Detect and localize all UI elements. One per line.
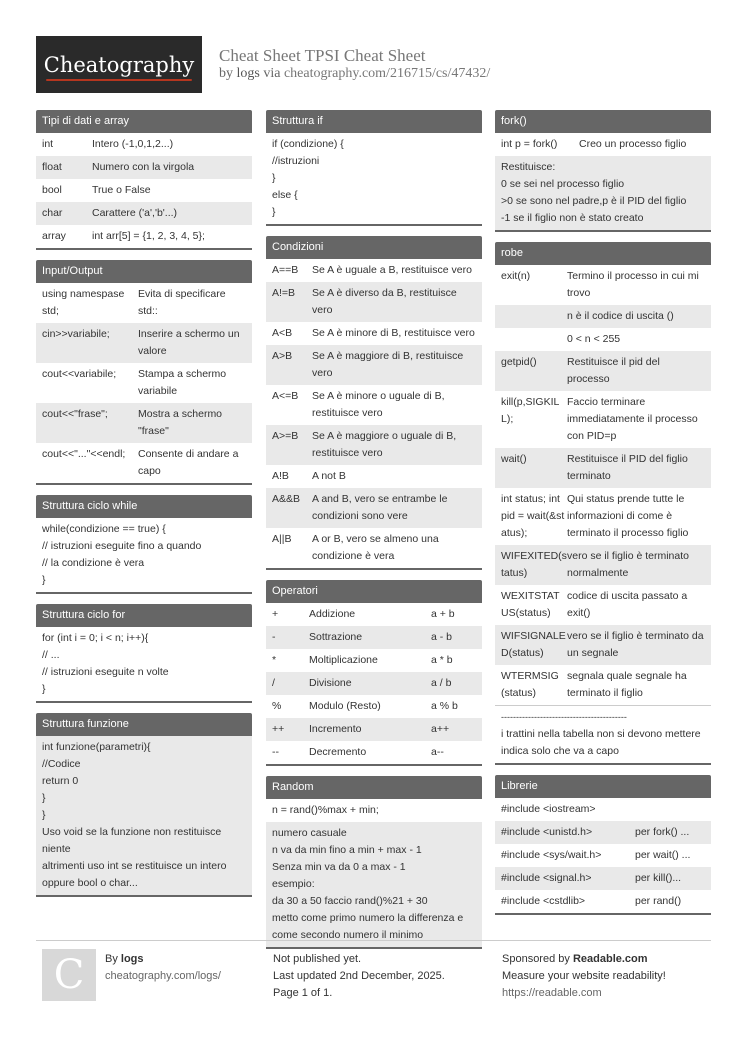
row-value: Divisione [309, 677, 352, 689]
note-line: esempio: [272, 878, 315, 890]
note-line: 0 se sei nel processo figlio [501, 178, 625, 190]
author-url-link[interactable]: cheatography.com/logs/ [105, 970, 221, 982]
row-key [501, 331, 567, 348]
row-value: Incremento [309, 723, 362, 735]
table-row [266, 603, 482, 626]
table-row [495, 391, 711, 448]
table-row [495, 351, 711, 391]
table-row [495, 798, 711, 821]
box-body [266, 799, 482, 949]
row-key: A<=B [272, 390, 299, 402]
code-line: //istruzioni [272, 155, 320, 167]
code-line: for (int i = 0; i < n; i++){ [42, 632, 149, 644]
code-line: int funzione(parametri){ [42, 741, 151, 753]
box-condizioni [266, 236, 482, 570]
row-value: Se A è minore o uguale di B, restituisce vero [312, 390, 445, 419]
code-line: while(condizione == true) { [42, 523, 166, 535]
row-key: A!=B [272, 287, 296, 299]
row-value: Numero con la virgola [92, 161, 195, 173]
page-title: Cheat Sheet TPSI Cheat Sheet [219, 46, 426, 65]
row-value: segnala quale segnale ha terminato il figlio [567, 670, 687, 699]
row-key: int [42, 138, 54, 150]
sponsor-text: Measure your website readability! [502, 970, 666, 982]
box-body [495, 265, 711, 765]
row-value: Decremento [309, 746, 367, 758]
row-key: % [272, 700, 282, 712]
box-body [36, 133, 252, 250]
code-line: } [272, 206, 276, 218]
row-value: int arr[5] = {1, 2, 3, 4, 5}; [92, 230, 205, 242]
note-line: n va da min fino a min + max - 1 [272, 844, 422, 856]
code-line: //Codice [42, 758, 81, 770]
code-line: } [42, 809, 46, 821]
sponsor-label: Sponsored by [502, 953, 570, 965]
table-row [266, 385, 482, 425]
row-key: kill(p,SIGKILL); [501, 396, 560, 425]
table-row [495, 867, 711, 890]
box-title: Operatori [266, 580, 482, 603]
author-link[interactable]: logs [236, 66, 260, 81]
row-key: + [272, 608, 279, 620]
box-fork [495, 110, 711, 232]
row-value: per fork() ... [635, 826, 690, 838]
note-block [495, 156, 711, 230]
box-body [495, 133, 711, 232]
row-key: #include <iostream> [501, 803, 596, 815]
table-row [495, 448, 711, 488]
row-value: Moltiplicazione [309, 654, 378, 666]
code-line: altrimenti uso int se restituisce un intero oppure bool o char... [42, 860, 227, 889]
note-line: da 30 a 50 faccio rand()%21 + 30 [272, 895, 428, 907]
row-value: Se A è maggiore o uguale di B, restituisce vero [312, 430, 457, 459]
via-label: via [263, 66, 281, 81]
sheet-url-link[interactable]: cheatography.com/216715/cs/47432/ [283, 66, 491, 81]
row-key: A>B [272, 350, 293, 362]
table-row [266, 626, 482, 649]
row-key: int status; int pid = wait(&status); [501, 493, 565, 539]
code-line: return 0 [42, 775, 79, 787]
table-row [36, 323, 252, 363]
row-value: per rand() [635, 895, 682, 907]
box-body [36, 283, 252, 485]
row-value: n è il codice di uscita () [567, 310, 674, 322]
box-body [266, 259, 482, 570]
footer-sponsor [502, 951, 666, 1002]
row-key: WIFSIGNALED(status) [501, 630, 566, 659]
row-value: Faccio terminare immediatamente il processo con PID=p [567, 396, 698, 442]
table-row [266, 345, 482, 385]
code-line: // la condizione è vera [42, 557, 145, 569]
row-key: wait() [501, 453, 527, 465]
row-value: Stampa a schermo variabile [138, 368, 227, 397]
box-title: Random [266, 776, 482, 799]
box-title: fork() [495, 110, 711, 133]
row-value: Se A è maggiore di B, restituisce vero [312, 350, 464, 379]
box-title: robe [495, 242, 711, 265]
row-key: #include <signal.h> [501, 872, 592, 884]
row-key: A==B [272, 264, 299, 276]
box-title: Struttura ciclo while [36, 495, 252, 518]
table-row [266, 282, 482, 322]
row-value [635, 801, 705, 818]
row-example: a + b [431, 608, 455, 620]
code-line: // ... [42, 649, 60, 661]
row-key: A<B [272, 327, 293, 339]
logo-text: Cheatography [43, 52, 195, 77]
row-key: - [272, 631, 276, 643]
table-row [36, 133, 252, 156]
by-label: By [105, 953, 118, 965]
row-value: Restituisce il pid del processo [567, 356, 660, 385]
table-row [266, 465, 482, 488]
row-value: A and B, vero se entrambe le condizioni sono vere [312, 493, 448, 522]
row-value: Se A è diverso da B, restituisce vero [312, 287, 457, 316]
row-key: int p = fork() [501, 138, 558, 150]
code-line: } [272, 172, 276, 184]
code-line: } [42, 683, 46, 695]
row-value: Evita di specificare std:: [138, 288, 226, 317]
row-key: A||B [272, 533, 292, 545]
row-key: -- [272, 746, 279, 758]
row-example: a-- [431, 746, 444, 758]
row-key: cout<<variabile; [42, 368, 117, 380]
note-block [266, 822, 482, 947]
table-row [36, 202, 252, 225]
table-row [266, 672, 482, 695]
table-row [36, 363, 252, 403]
row-key: / [272, 677, 275, 689]
row-value: Sottrazione [309, 631, 363, 643]
row-key: #include <sys/wait.h> [501, 849, 602, 861]
row-example: a * b [431, 654, 453, 666]
table-row [495, 488, 711, 545]
table-row [495, 265, 711, 305]
row-key: #include <cstdlib> [501, 895, 586, 907]
row-key: A!B [272, 470, 289, 482]
last-updated: Last updated 2nd December, 2025. [273, 970, 445, 982]
row-key: * [272, 654, 277, 666]
row-value: Termino il processo in cui mi trovo [567, 270, 699, 299]
row-example: a / b [431, 677, 452, 689]
row-value: Se A è uguale a B, restituisce vero [312, 264, 472, 276]
row-key: cout<<"frase"; [42, 408, 108, 420]
table-row [36, 283, 252, 323]
by-label: by [219, 66, 233, 81]
box-robe [495, 242, 711, 765]
table-row [495, 625, 711, 665]
row-value: codice di uscita passato a exit() [567, 590, 688, 619]
code-line: if (condizione) { [272, 138, 344, 150]
row-value: Restituisce il PID del figlio terminato [567, 453, 688, 482]
footer [36, 940, 711, 999]
cheatography-logo[interactable] [36, 36, 202, 93]
row-value: Carattere ('a','b'...) [92, 207, 178, 219]
code-line: } [42, 574, 46, 586]
row-value: Consente di andare a capo [138, 448, 239, 477]
row-value: per wait() ... [635, 849, 691, 861]
code-line: Uso void se la funzione non restituisce niente [42, 826, 222, 855]
row-example: a - b [431, 631, 453, 643]
table-row [266, 528, 482, 568]
note-separator: ------------------------------------------ [501, 712, 627, 722]
row-value: Qui status prende tutte le informazioni di come è terminato il processo figlio [567, 493, 689, 539]
code-line: } [42, 792, 46, 804]
row-key: using namespase std; [42, 288, 125, 317]
box-title: Struttura funzione [36, 713, 252, 736]
box-body [266, 603, 482, 766]
code-line: n = rand()%max + min; [272, 804, 379, 816]
table-row [266, 741, 482, 764]
code-block [36, 627, 252, 703]
row-value: vero se il figlio è terminato da un segnale [567, 630, 704, 659]
row-key: #include <unistd.h> [501, 826, 593, 838]
box-for [36, 604, 252, 703]
code-line: // istruzioni eseguite fino a quando [42, 540, 202, 552]
note-line: i trattini nella tabella non si devono mettere indica solo che va a capo [501, 728, 701, 757]
row-value: per kill()... [635, 872, 682, 884]
note-line: Restituisce: [501, 161, 556, 173]
row-example: a % b [431, 700, 458, 712]
note-line: -1 se il figlio non è stato creato [501, 212, 644, 224]
row-key: cout<<"..."<<endl; [42, 448, 126, 460]
row-key: WIFEXITED(status) [501, 550, 567, 579]
box-body [495, 798, 711, 915]
table-row [266, 488, 482, 528]
note-block [495, 705, 711, 763]
box-if [266, 110, 482, 226]
row-key: cin>>variabile; [42, 328, 110, 340]
note-line: numero casuale [272, 827, 347, 839]
code-block [266, 133, 482, 226]
table-row [266, 649, 482, 672]
code-line: else { [272, 189, 298, 201]
table-row [36, 443, 252, 483]
row-key: A>=B [272, 430, 299, 442]
row-value: 0 < n < 255 [567, 333, 621, 345]
table-row [266, 259, 482, 282]
row-key: getpid() [501, 356, 537, 368]
column-2 [266, 110, 482, 959]
column-1 [36, 110, 252, 907]
table-row [266, 718, 482, 741]
row-key: char [42, 207, 63, 219]
code-block [36, 736, 252, 897]
table-row [36, 403, 252, 443]
footer-author [105, 951, 221, 985]
row-key [501, 308, 567, 325]
note-line: Senza min va da 0 a max - 1 [272, 861, 406, 873]
row-value: Creo un processo figlio [579, 138, 687, 150]
box-title: Librerie [495, 775, 711, 798]
row-value: vero se il figlio è terminato normalmente [567, 550, 689, 579]
row-key: array [42, 230, 66, 242]
row-key: WEXITSTATUS(status) [501, 590, 560, 619]
note-line: metto come primo numero la differenza e come secondo numero il minimo [272, 912, 464, 941]
box-librerie [495, 775, 711, 915]
table-row [266, 322, 482, 345]
page-subtitle [219, 66, 490, 82]
row-key: ++ [272, 723, 285, 735]
row-key: float [42, 161, 62, 173]
row-value: True o False [92, 184, 151, 196]
author-link[interactable]: logs [120, 953, 144, 965]
row-value: A or B, vero se almeno una condizione è vera [312, 533, 439, 562]
table-row [36, 156, 252, 179]
table-row [266, 695, 482, 718]
table-row [495, 305, 711, 328]
table-row [36, 225, 252, 248]
box-random [266, 776, 482, 949]
table-row [495, 890, 711, 913]
row-example: a++ [431, 723, 450, 735]
box-operatori [266, 580, 482, 766]
published-status: Not published yet. [273, 953, 362, 965]
box-title: Condizioni [266, 236, 482, 259]
sponsor-url-link[interactable]: https://readable.com [502, 987, 602, 999]
row-key: WTERMSIG(status) [501, 670, 559, 699]
table-row [495, 133, 711, 156]
row-key: exit(n) [501, 270, 531, 282]
note-line: >0 se sono nel padre,p è il PID del figlio [501, 195, 687, 207]
row-value: Mostra a schermo "frase" [138, 408, 223, 437]
row-value: Se A è minore di B, restituisce vero [312, 327, 475, 339]
table-row [495, 585, 711, 625]
row-value: Addizione [309, 608, 356, 620]
row-value: A not B [312, 470, 346, 482]
footer-meta [273, 951, 445, 1002]
box-title: Input/Output [36, 260, 252, 283]
row-value: Inserire a schermo un valore [138, 328, 240, 357]
row-value: Modulo (Resto) [309, 700, 381, 712]
row-key: A&&B [272, 493, 301, 505]
table-row [495, 545, 711, 585]
box-input-output [36, 260, 252, 485]
box-title: Tipi di dati e array [36, 110, 252, 133]
box-funzione [36, 713, 252, 897]
table-row [495, 821, 711, 844]
sponsor-link[interactable]: Readable.com [572, 953, 648, 965]
table-row [495, 328, 711, 351]
box-title: Struttura ciclo for [36, 604, 252, 627]
box-title: Struttura if [266, 110, 482, 133]
row-value: Intero (-1,0,1,2...) [92, 138, 174, 150]
table-row [495, 665, 711, 705]
row-key: bool [42, 184, 62, 196]
box-while [36, 495, 252, 594]
avatar[interactable]: C [42, 949, 96, 1001]
table-row [266, 425, 482, 465]
code-line: // istruzioni eseguite n volte [42, 666, 169, 678]
page-number: Page 1 of 1. [273, 987, 333, 999]
box-tipi [36, 110, 252, 250]
column-3 [495, 110, 711, 925]
code-block [36, 518, 252, 594]
table-row [36, 179, 252, 202]
table-row [495, 844, 711, 867]
